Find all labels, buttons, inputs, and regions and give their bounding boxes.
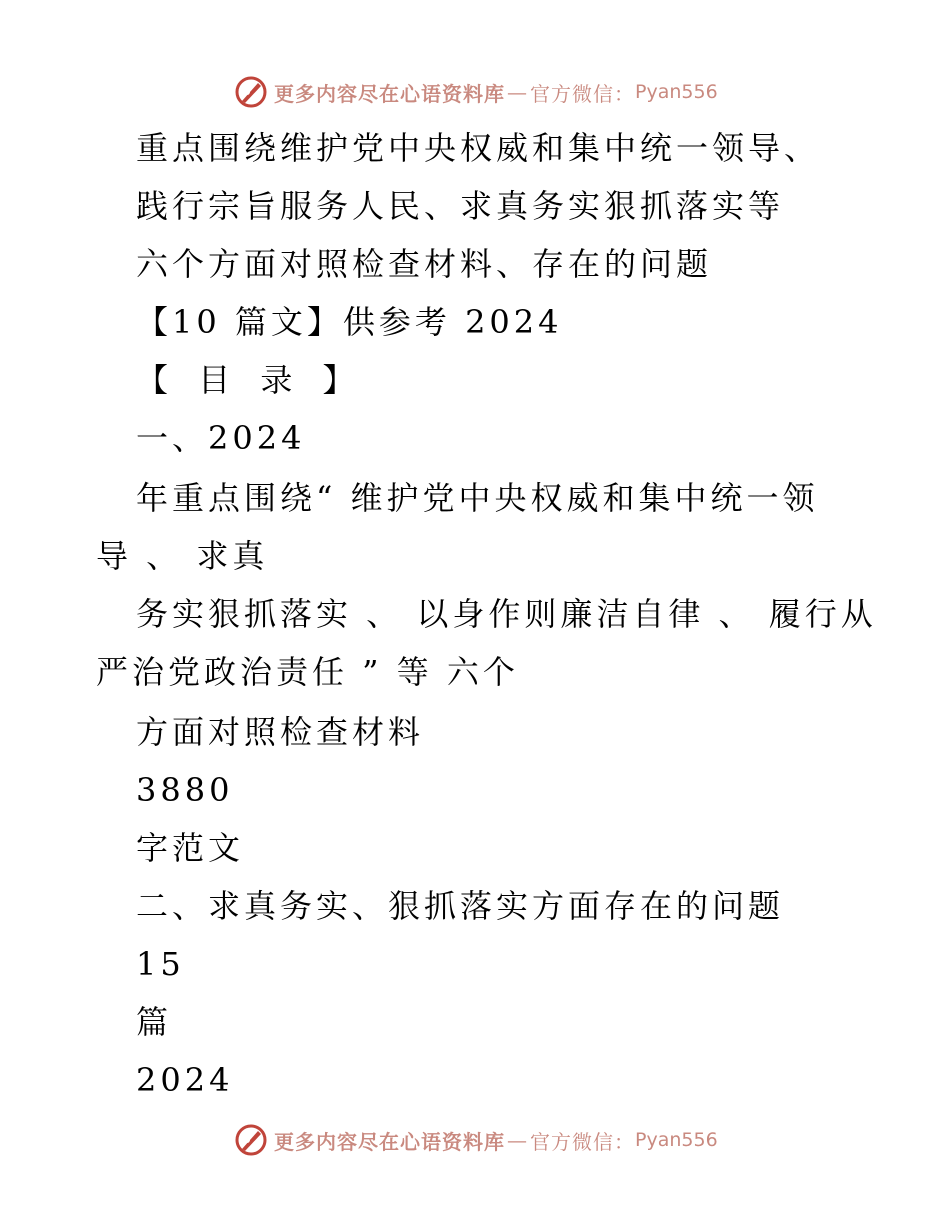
title-line-2: 践行宗旨服务人民、求真务实狠抓落实等 <box>136 187 785 225</box>
watermark-id: Pyan556 <box>635 1129 718 1151</box>
watermark-brand: 更多内容尽在心语资料库 <box>274 81 505 106</box>
watermark-footer <box>234 1120 718 1160</box>
watermark-brand: 更多内容尽在心语资料库 <box>274 1129 505 1154</box>
title-line-1: 重点围绕维护党中央权威和集中统一领导、 <box>136 129 821 167</box>
watermark-header <box>234 72 718 112</box>
toc-item-2-year: 2024 <box>136 1061 234 1099</box>
watermark-id: Pyan556 <box>635 81 718 103</box>
toc-item-1-suffix: 字范文 <box>136 829 245 867</box>
toc-item-1-line-3: 务实狠抓落实 、 以身作则廉洁自律 、 履行从 <box>136 595 877 633</box>
title-line-4: 【10 篇文】供参考 2024 <box>136 303 563 341</box>
toc-item-2-count: 15 <box>136 945 185 983</box>
pen-logo-icon <box>234 1123 268 1157</box>
watermark-dash: — <box>507 80 528 104</box>
watermark-dash: — <box>507 1128 528 1152</box>
toc-item-1-wordcount: 3880 <box>136 771 234 809</box>
watermark-prefix: 官方微信： <box>530 81 635 106</box>
title-line-3: 六个方面对照检查材料、存在的问题 <box>136 245 713 283</box>
toc-item-1-line-2: 导 、 求真 <box>96 537 269 575</box>
watermark-prefix: 官方微信： <box>530 1129 635 1154</box>
toc-item-1-number: 一、2024 <box>136 419 306 457</box>
toc-heading: 【 目 录 】 <box>136 361 365 399</box>
toc-item-1-line-4: 严治党政治责任 ” 等 六个 <box>96 653 519 691</box>
toc-item-2-line-1: 二、求真务实、狠抓落实方面存在的问题 <box>136 887 785 925</box>
toc-item-2-unit: 篇 <box>136 1003 173 1041</box>
toc-item-1-line-5: 方面对照检查材料 <box>136 713 425 751</box>
pen-logo-icon <box>234 75 268 109</box>
toc-item-1-line-1: 年重点围绕“ 维护党中央权威和集中统一领 <box>136 479 819 517</box>
